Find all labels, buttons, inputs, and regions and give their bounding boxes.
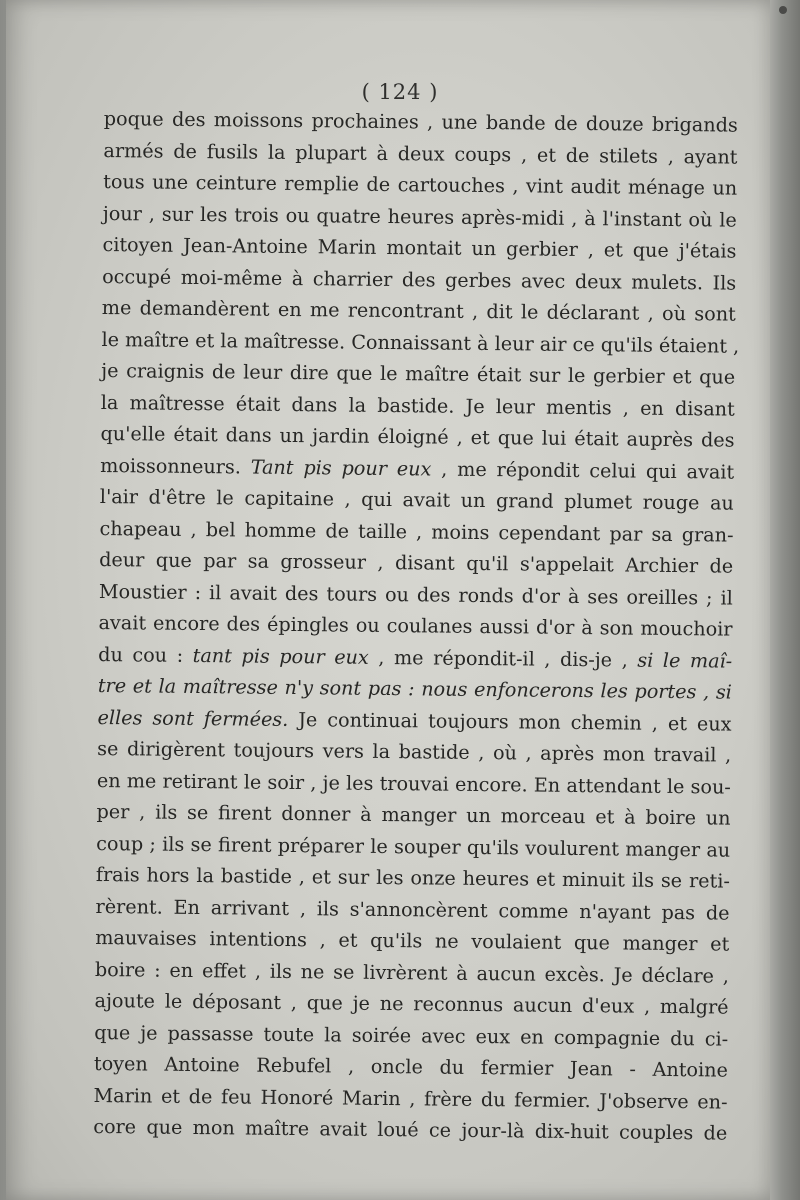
text-run: avait encore des épingles ou coulanes aussi d'or à son mouchoir [98,610,733,641]
text-run: poque des moissons prochaines , une bande de douze brigands [103,106,738,137]
text-run: , me répondit celui qui avait [431,456,735,484]
italic-text: si le maî- [637,648,733,673]
text-line [93,1111,727,1149]
italic-text: elles sont fermées. [97,705,289,731]
text-run: jour , sur les trois ou quatre heures après-midi , à l'instant où le [102,201,737,232]
text-run: qu'elle était dans un jardin éloigné , et que lui était auprès des [100,421,735,452]
text-run: mauvaises intentions , et qu'ils ne voulaient que manger et [95,925,730,956]
text-run: citoyen Jean-Antoine Marin montait un gerbier , et que j'étais [102,232,737,263]
text-run: frais hors la bastide , et sur les onze heures et minuit ils se reti- [95,862,731,893]
text-run: que je passasse toute la soirée avec eux en compagnie du ci- [94,1020,729,1051]
text-run: ajoute le déposant , que je ne reconnus aucun d'eux , malgré [94,988,729,1019]
text-run: chapeau , bel homme de taille , moins cependant par sa gran- [99,516,734,547]
text-run: Je continuai toujours mon chemin , et eux [288,707,732,736]
italic-text: tant pis pour eux [192,643,369,669]
text-run: l'air d'être le capitaine , qui avait un grand plumet rouge au [99,484,734,515]
text-run: la maîtresse était dans la bastide. Je leur mentis , en disant [100,390,735,421]
text-run: toyen Antoine Rebufel , oncle du fermier Jean - Antoine [93,1051,729,1082]
text-run: Moustier : il avait des tours ou des ronds d'or à ses oreilles ; il [98,579,733,610]
page-number: ( 124 ) [361,80,439,104]
text-run: moissonneurs. [100,453,251,479]
text-run: , me répondit-il , dis-je , [368,645,638,672]
text-run: le maître et la maîtresse. Connaissant à leur air ce qu'ils étaient , [101,327,740,358]
body-text [93,103,738,1149]
text-run: tous une ceinture remplie de cartouches , vint audit ménage un [103,169,738,200]
text-run: me demandèrent en me rencontrant , dit le déclarant , où sont [101,295,736,326]
text-run: deur que par sa grosseur , disant qu'il s'appelait Archier de [99,547,734,578]
italic-text: tre et la maîtresse n'y sont pas : nous enfoncerons les portes , si [97,673,732,704]
text-run: core que mon maître avait loué ce jour-là dix-huit couples de [93,1114,728,1145]
text-run: coup ; ils se firent préparer le souper qu'ils voulurent manger au [96,831,731,862]
text-run: occupé moi-même à charrier des gerbes avec deux mulets. Ils [102,264,737,295]
italic-text: Tant pis pour eux [250,455,432,480]
corner-mark [779,6,787,14]
text-run: Marin et de feu Honoré Marin , frère du fermier. J'observe en- [93,1083,728,1114]
text-run: je craignis de leur dire que le maître était sur le gerbier et que [101,358,736,389]
text-run: armés de fusils la plupart à deux coups , et de stilets , ayant [103,138,738,169]
text-run: du cou : [98,642,193,667]
text-run: boire : en effet , ils ne se livrèrent à aucun excès. Je déclare , [94,957,730,988]
text-run: rèrent. En arrivant , ils s'annoncèrent comme n'ayant pas de [95,894,730,925]
text-run: en me retirant le soir , je les trouvai encore. En attendant le sou- [96,768,731,799]
text-run: se dirigèrent toujours vers la bastide , où , après mon travail , [97,736,732,767]
page-edge-stack [770,0,800,1200]
text-run: per , ils se firent donner à manger un morceau et à boire un [96,799,731,830]
